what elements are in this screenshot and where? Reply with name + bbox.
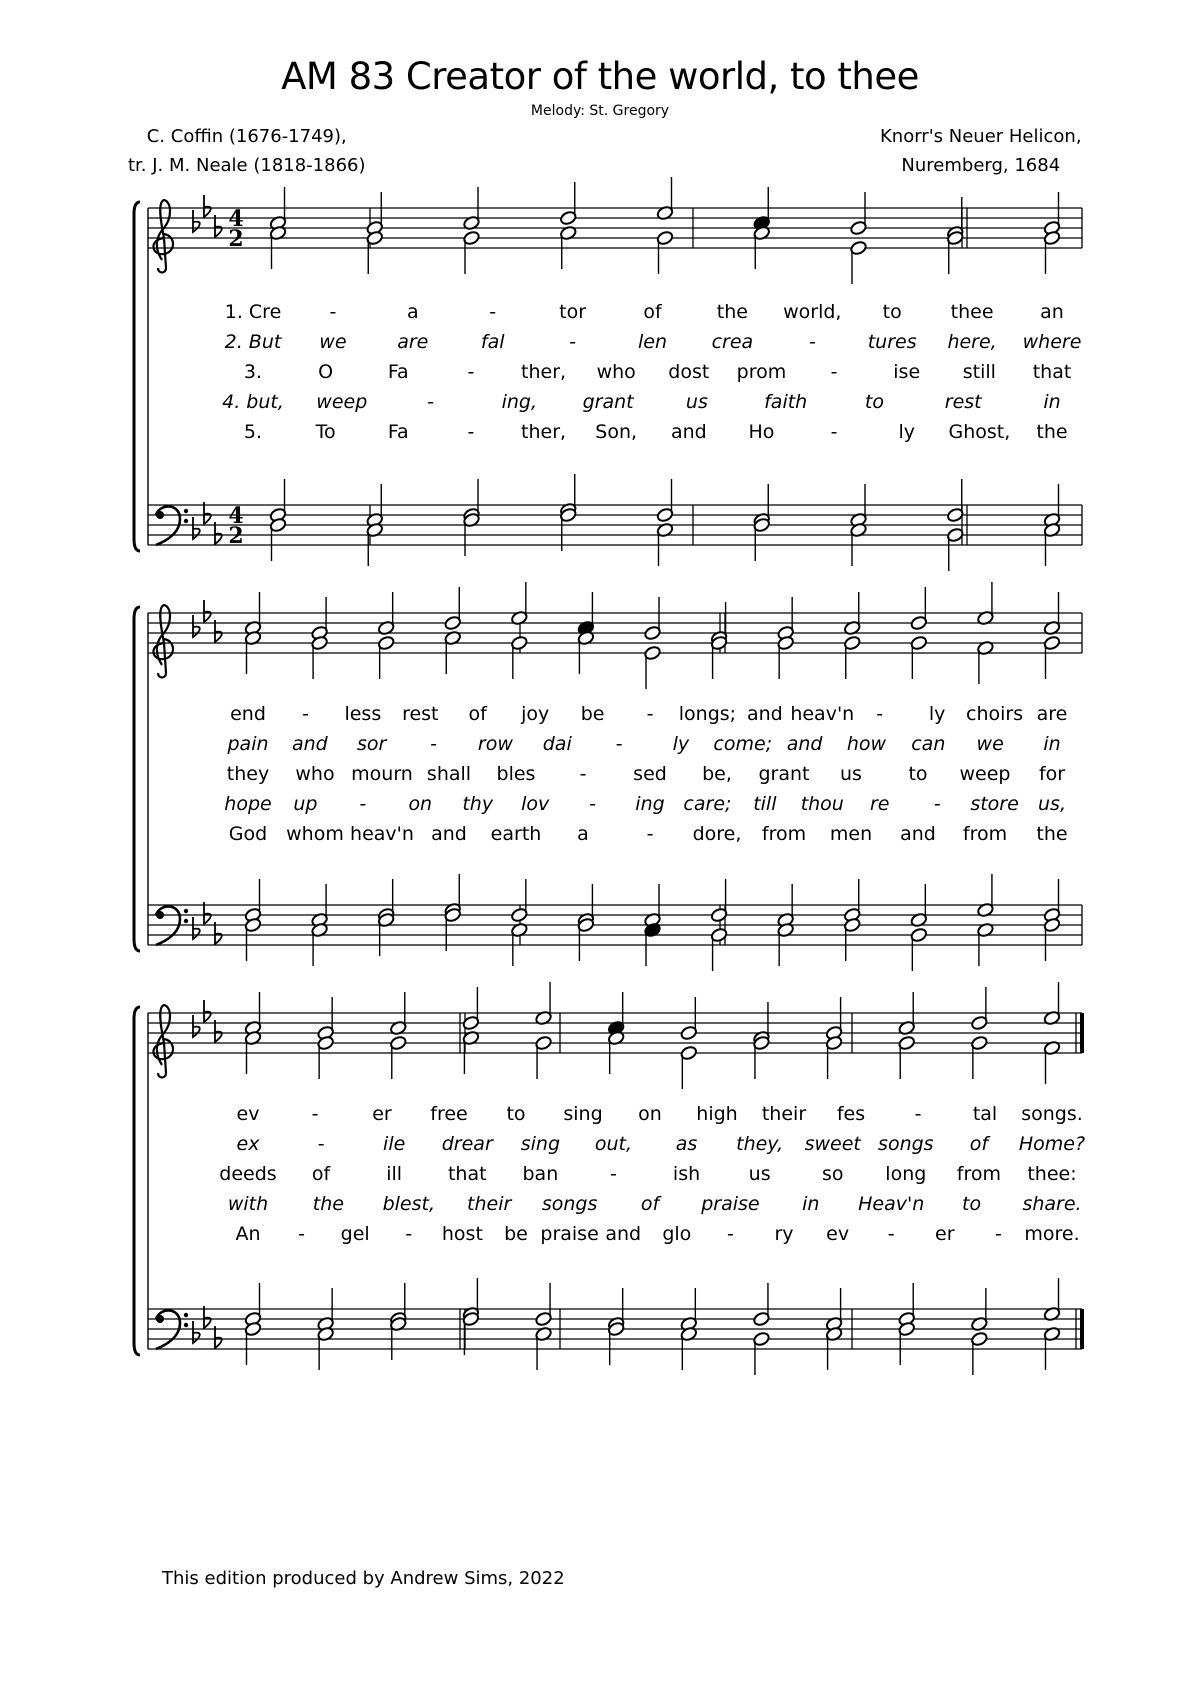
lyric-syllable: and bbox=[900, 823, 936, 845]
lyric-syllable: sed bbox=[633, 763, 667, 785]
lyric-syllable: sweet bbox=[804, 1133, 861, 1155]
lyric-syllable: ise bbox=[893, 361, 921, 383]
lyric-syllable: free bbox=[430, 1103, 468, 1125]
lyric-syllable: ther, bbox=[521, 421, 567, 443]
lyric-syllable: an bbox=[1040, 301, 1064, 323]
lyric-syllable: and bbox=[786, 733, 823, 755]
lyric-syllable: - bbox=[876, 703, 884, 725]
bass-clef-dot bbox=[156, 1315, 164, 1323]
lyric-syllable: who bbox=[295, 763, 335, 785]
lyric-syllable: so bbox=[821, 1163, 844, 1185]
bass-clef-dot bbox=[184, 1323, 188, 1327]
lyric-syllable: us bbox=[685, 391, 708, 413]
lyric-syllable: - bbox=[317, 1133, 325, 1155]
lyric-syllable: dost bbox=[668, 361, 710, 383]
lyric-syllable: - bbox=[489, 301, 497, 323]
lyric-syllable: joy bbox=[521, 703, 550, 725]
lyric-syllable: in bbox=[1043, 733, 1061, 755]
source-line-1: Knorr's Neuer Helicon, bbox=[880, 126, 1082, 147]
lyric-syllable: prom bbox=[736, 361, 787, 383]
lyric-syllable: - bbox=[808, 331, 816, 353]
lyric-syllable: who bbox=[596, 361, 636, 383]
flat-sign bbox=[193, 917, 200, 939]
lyric-syllable: ev bbox=[236, 1103, 260, 1125]
lyric-syllable: - bbox=[830, 361, 838, 383]
lyric-syllable: - bbox=[298, 1223, 306, 1245]
lyric-syllable: - bbox=[430, 733, 437, 755]
lyric-syllable: more. bbox=[1024, 1223, 1080, 1245]
lyric-syllable: store bbox=[970, 793, 1019, 815]
lyric-syllable: grant bbox=[582, 391, 634, 413]
time-signature-top: 4 bbox=[228, 503, 244, 529]
lyric-syllable: ing, bbox=[501, 391, 538, 413]
lyric-syllable: still bbox=[962, 361, 996, 383]
lyric-syllable: choirs bbox=[966, 703, 1024, 725]
score-system bbox=[134, 177, 1082, 571]
lyric-syllable: - bbox=[933, 793, 941, 815]
lyric-syllable: ev bbox=[826, 1223, 850, 1245]
time-signature-top: 4 bbox=[228, 206, 244, 232]
lyric-syllable: gel bbox=[340, 1223, 370, 1245]
system-bracket bbox=[134, 1007, 140, 1355]
lyric-syllable: sing bbox=[563, 1103, 603, 1125]
lyric-syllable: for bbox=[1038, 763, 1066, 785]
lyric-syllable: a bbox=[406, 301, 419, 323]
lyric-syllable: thee: bbox=[1027, 1163, 1077, 1185]
lyric-syllable: in bbox=[802, 1193, 820, 1215]
lyric-syllable: - bbox=[467, 361, 475, 383]
lyric-syllable: - bbox=[467, 421, 475, 443]
lyric-syllable: mourn bbox=[351, 763, 413, 785]
lyric-syllable: - bbox=[615, 733, 623, 755]
lyric-syllable: we bbox=[319, 331, 347, 353]
edition-footer: This edition produced by Andrew Sims, 2022 bbox=[162, 1568, 565, 1589]
lyric-syllable: ry bbox=[774, 1223, 794, 1245]
lyric-syllable: their bbox=[467, 1193, 512, 1215]
system-bracket bbox=[134, 202, 140, 551]
lyric-syllable: of bbox=[468, 703, 487, 725]
flat-sign bbox=[204, 1000, 211, 1022]
lyric-syllable: hope bbox=[224, 793, 272, 815]
lyric-syllable: - bbox=[427, 391, 434, 413]
lyric-syllable: are bbox=[397, 331, 429, 353]
lyric-syllable: blest, bbox=[382, 1193, 436, 1215]
bass-clef-dot bbox=[184, 519, 188, 523]
lyric-syllable: tor bbox=[559, 301, 587, 323]
lyric-syllable: to bbox=[882, 301, 902, 323]
lyric-syllable: are bbox=[1036, 703, 1068, 725]
lyric-syllable: songs bbox=[878, 1133, 934, 1155]
lyric-syllable: heav'n bbox=[790, 703, 855, 725]
lyric-syllable: of bbox=[643, 301, 662, 323]
lyric-syllable: of bbox=[969, 1133, 989, 1155]
lyric-syllable: ish bbox=[672, 1163, 701, 1185]
lyric-syllable: O bbox=[318, 361, 334, 383]
lyric-syllable: shall bbox=[426, 763, 472, 785]
lyric-syllable: and bbox=[746, 703, 783, 725]
lyric-syllable: ly bbox=[928, 703, 946, 725]
bass-clef-dot bbox=[184, 509, 188, 513]
lyric-syllable: - bbox=[887, 1223, 895, 1245]
bass-clef-dot bbox=[184, 1313, 188, 1317]
lyric-syllable: earth bbox=[490, 823, 542, 845]
lyric-syllable: the bbox=[716, 301, 748, 323]
lyric-syllable: that bbox=[447, 1163, 487, 1185]
lyric-syllable: - bbox=[329, 301, 337, 323]
lyric-syllable: care; bbox=[683, 793, 732, 815]
lyric-syllable: - bbox=[589, 793, 597, 815]
lyric-syllable: their bbox=[761, 1103, 807, 1125]
lyric-syllable: 4. but, bbox=[222, 391, 284, 413]
lyric-syllable: drear bbox=[441, 1133, 493, 1155]
lyric-syllable: praise bbox=[701, 1193, 760, 1215]
lyric-syllable: they bbox=[226, 763, 270, 785]
lyric-syllable: ile bbox=[383, 1133, 406, 1155]
lyric-syllable: - bbox=[301, 703, 309, 725]
lyric-syllable: faith bbox=[764, 391, 808, 413]
lyric-syllable: 3. bbox=[243, 361, 263, 383]
lyric-syllable: how bbox=[846, 733, 887, 755]
lyric-syllable: bles bbox=[496, 763, 536, 785]
lyric-syllable: out, bbox=[594, 1133, 633, 1155]
page-title: AM 83 Creator of the world, to thee bbox=[281, 55, 919, 98]
lyric-syllable: to bbox=[864, 391, 884, 413]
lyric-syllable: ex bbox=[236, 1133, 260, 1155]
lyric-syllable: Fa bbox=[387, 421, 409, 443]
lyric-syllable: we bbox=[976, 733, 1004, 755]
lyric-syllable: crea bbox=[711, 331, 754, 353]
lyric-syllable: grant bbox=[758, 763, 810, 785]
lyric-syllable: pain bbox=[227, 733, 269, 755]
lyric-syllable: here, bbox=[947, 331, 997, 353]
flat-sign bbox=[193, 210, 200, 232]
lyric-syllable: ther, bbox=[521, 361, 567, 383]
lyric-syllable: with bbox=[227, 1193, 269, 1215]
lyric-syllable: rest bbox=[402, 703, 439, 725]
lyric-syllable: us, bbox=[1038, 793, 1066, 815]
lyric-syllable: of bbox=[640, 1193, 660, 1215]
lyric-syllable: be bbox=[504, 1223, 528, 1245]
flat-sign bbox=[193, 517, 200, 539]
lyric-syllable: less bbox=[344, 703, 382, 725]
lyric-syllable: from bbox=[956, 1163, 1002, 1185]
lyric-syllable: songs bbox=[541, 1193, 598, 1215]
lyric-syllable: weep bbox=[959, 763, 1011, 785]
lyric-syllable: they, bbox=[736, 1133, 784, 1155]
time-signature-bottom: 2 bbox=[228, 226, 244, 252]
lyric-syllable: len bbox=[637, 331, 668, 353]
lyric-syllable: - bbox=[914, 1103, 922, 1125]
lyric-syllable: - bbox=[610, 1163, 617, 1185]
lyric-syllable: ban bbox=[522, 1163, 559, 1185]
author-line-2: tr. J. M. Neale (1818-1866) bbox=[128, 155, 366, 176]
lyric-syllable: glo bbox=[662, 1223, 692, 1245]
lyric-syllable: the bbox=[312, 1193, 344, 1215]
lyric-syllable: where bbox=[1022, 331, 1082, 353]
lyric-syllable: God bbox=[228, 823, 268, 845]
lyric-syllable: thee bbox=[950, 301, 994, 323]
lyric-syllable: deeds bbox=[219, 1163, 277, 1185]
lyric-syllable: on bbox=[408, 793, 433, 815]
score-system bbox=[134, 982, 1085, 1375]
lyric-syllable: To bbox=[315, 421, 336, 443]
lyric-syllable: come; bbox=[713, 733, 773, 755]
lyric-syllable: - bbox=[311, 1103, 319, 1125]
flat-sign bbox=[193, 1015, 200, 1037]
lyric-syllable: the bbox=[1036, 823, 1068, 845]
lyric-syllable: men bbox=[829, 823, 873, 845]
bass-clef-dot bbox=[156, 511, 164, 519]
lyric-syllable: to bbox=[506, 1103, 526, 1125]
lyric-syllable: thou bbox=[800, 793, 844, 815]
lyric-syllable: re bbox=[869, 793, 890, 815]
lyric-syllable: world, bbox=[783, 301, 842, 323]
lyric-syllable: host bbox=[441, 1223, 483, 1245]
lyric-syllable: dore, bbox=[692, 823, 742, 845]
lyric-syllable: end bbox=[230, 703, 266, 725]
lyric-syllable: - bbox=[569, 331, 577, 353]
lyric-syllable: songs. bbox=[1021, 1103, 1083, 1125]
lyric-syllable: in bbox=[1043, 391, 1061, 413]
lyric-syllable: praise bbox=[540, 1223, 599, 1245]
lyric-syllable: tures bbox=[867, 331, 917, 353]
lyric-syllable: - bbox=[359, 793, 367, 815]
lyric-syllable: Ho bbox=[748, 421, 775, 443]
lyric-syllable: 2. But bbox=[224, 331, 282, 353]
lyric-syllable: and bbox=[291, 733, 328, 755]
lyric-syllable: long bbox=[885, 1163, 927, 1185]
lyric-syllable: from bbox=[761, 823, 807, 845]
lyric-syllable: longs; bbox=[678, 703, 737, 725]
lyric-syllable: - bbox=[646, 823, 654, 845]
lyric-syllable: sing bbox=[520, 1133, 561, 1155]
lyric-syllable: ly bbox=[898, 421, 915, 443]
lyric-syllable: er bbox=[372, 1103, 392, 1125]
lyric-syllable: fes bbox=[836, 1103, 866, 1125]
score-systems bbox=[134, 177, 1085, 1375]
bass-clef-dot bbox=[184, 909, 188, 913]
source-line-2: Nuremberg, 1684 bbox=[901, 155, 1061, 176]
lyric-syllable: 1. Cre bbox=[224, 301, 282, 323]
lyric-syllable: from bbox=[962, 823, 1008, 845]
time-signature-bottom: 2 bbox=[228, 523, 244, 549]
lyric-syllable: of bbox=[311, 1163, 331, 1185]
lyric-syllable: be bbox=[580, 703, 605, 725]
lyric-syllable: to bbox=[908, 763, 928, 785]
lyric-syllable: weep bbox=[316, 391, 368, 413]
lyric-syllable: thy bbox=[462, 793, 494, 815]
lyric-syllable: lov bbox=[521, 793, 550, 815]
lyric-syllable: - bbox=[646, 703, 654, 725]
melody-credit: Melody: St. Gregory bbox=[530, 103, 670, 119]
lyric-syllable: a bbox=[577, 823, 589, 845]
lyric-syllable: Ghost, bbox=[948, 421, 1011, 443]
lyric-syllable: to bbox=[962, 1193, 982, 1215]
flat-sign bbox=[193, 1321, 200, 1343]
flat-sign bbox=[204, 195, 211, 217]
lyric-syllable: tal bbox=[972, 1103, 998, 1125]
system-bracket bbox=[134, 607, 140, 951]
author-line-1: C. Coffin (1676-1749), bbox=[146, 126, 347, 147]
lyric-syllable: us bbox=[748, 1163, 771, 1185]
lyric-syllable: whom bbox=[286, 823, 344, 845]
lyric-syllable: Heav'n bbox=[858, 1193, 925, 1215]
lyric-syllable: heav'n bbox=[350, 823, 414, 845]
lyric-syllable: ing bbox=[635, 793, 665, 815]
flat-sign bbox=[193, 615, 200, 637]
lyric-syllable: - bbox=[579, 763, 587, 785]
lyric-syllable: till bbox=[753, 793, 777, 815]
lyric-syllable: high bbox=[696, 1103, 738, 1125]
lyric-syllable: and bbox=[431, 823, 467, 845]
lyric-syllable: Home? bbox=[1018, 1133, 1086, 1155]
lyric-syllable: us bbox=[840, 763, 862, 785]
score-system bbox=[134, 582, 1082, 971]
lyric-syllable: on bbox=[638, 1103, 662, 1125]
lyric-syllable: Fa bbox=[387, 361, 409, 383]
lyric-syllable: er bbox=[935, 1223, 955, 1245]
bass-clef-dot bbox=[184, 919, 188, 923]
lyric-syllable: and bbox=[605, 1223, 642, 1245]
lyric-syllable: Son, bbox=[595, 421, 638, 443]
bass-clef-dot bbox=[156, 911, 164, 919]
lyric-syllable: ill bbox=[386, 1163, 403, 1185]
lyric-syllable: - bbox=[405, 1223, 413, 1245]
lyric-syllable: the bbox=[1036, 421, 1068, 443]
lyric-syllable: sor bbox=[357, 733, 387, 755]
lyric-syllable: up bbox=[293, 793, 318, 815]
lyric-syllable: 5. bbox=[243, 421, 263, 443]
lyric-syllable: that bbox=[1032, 361, 1072, 383]
lyric-syllable: be, bbox=[702, 763, 732, 785]
lyric-syllable: - bbox=[726, 1223, 734, 1245]
lyric-syllable: ly bbox=[672, 733, 690, 755]
flat-sign bbox=[204, 600, 211, 622]
lyric-syllable: row bbox=[477, 733, 513, 755]
lyric-syllable: as bbox=[675, 1133, 698, 1155]
lyric-syllable: can bbox=[911, 733, 946, 755]
lyric-syllable: An bbox=[235, 1223, 261, 1245]
lyric-syllable: and bbox=[670, 421, 707, 443]
lyric-syllable: fal bbox=[480, 331, 505, 353]
lyric-syllable: - bbox=[830, 421, 838, 443]
lyric-syllable: share. bbox=[1022, 1193, 1082, 1215]
lyric-syllable: - bbox=[994, 1223, 1002, 1245]
lyric-syllable: dai bbox=[542, 733, 572, 755]
lyric-syllable: rest bbox=[944, 391, 982, 413]
